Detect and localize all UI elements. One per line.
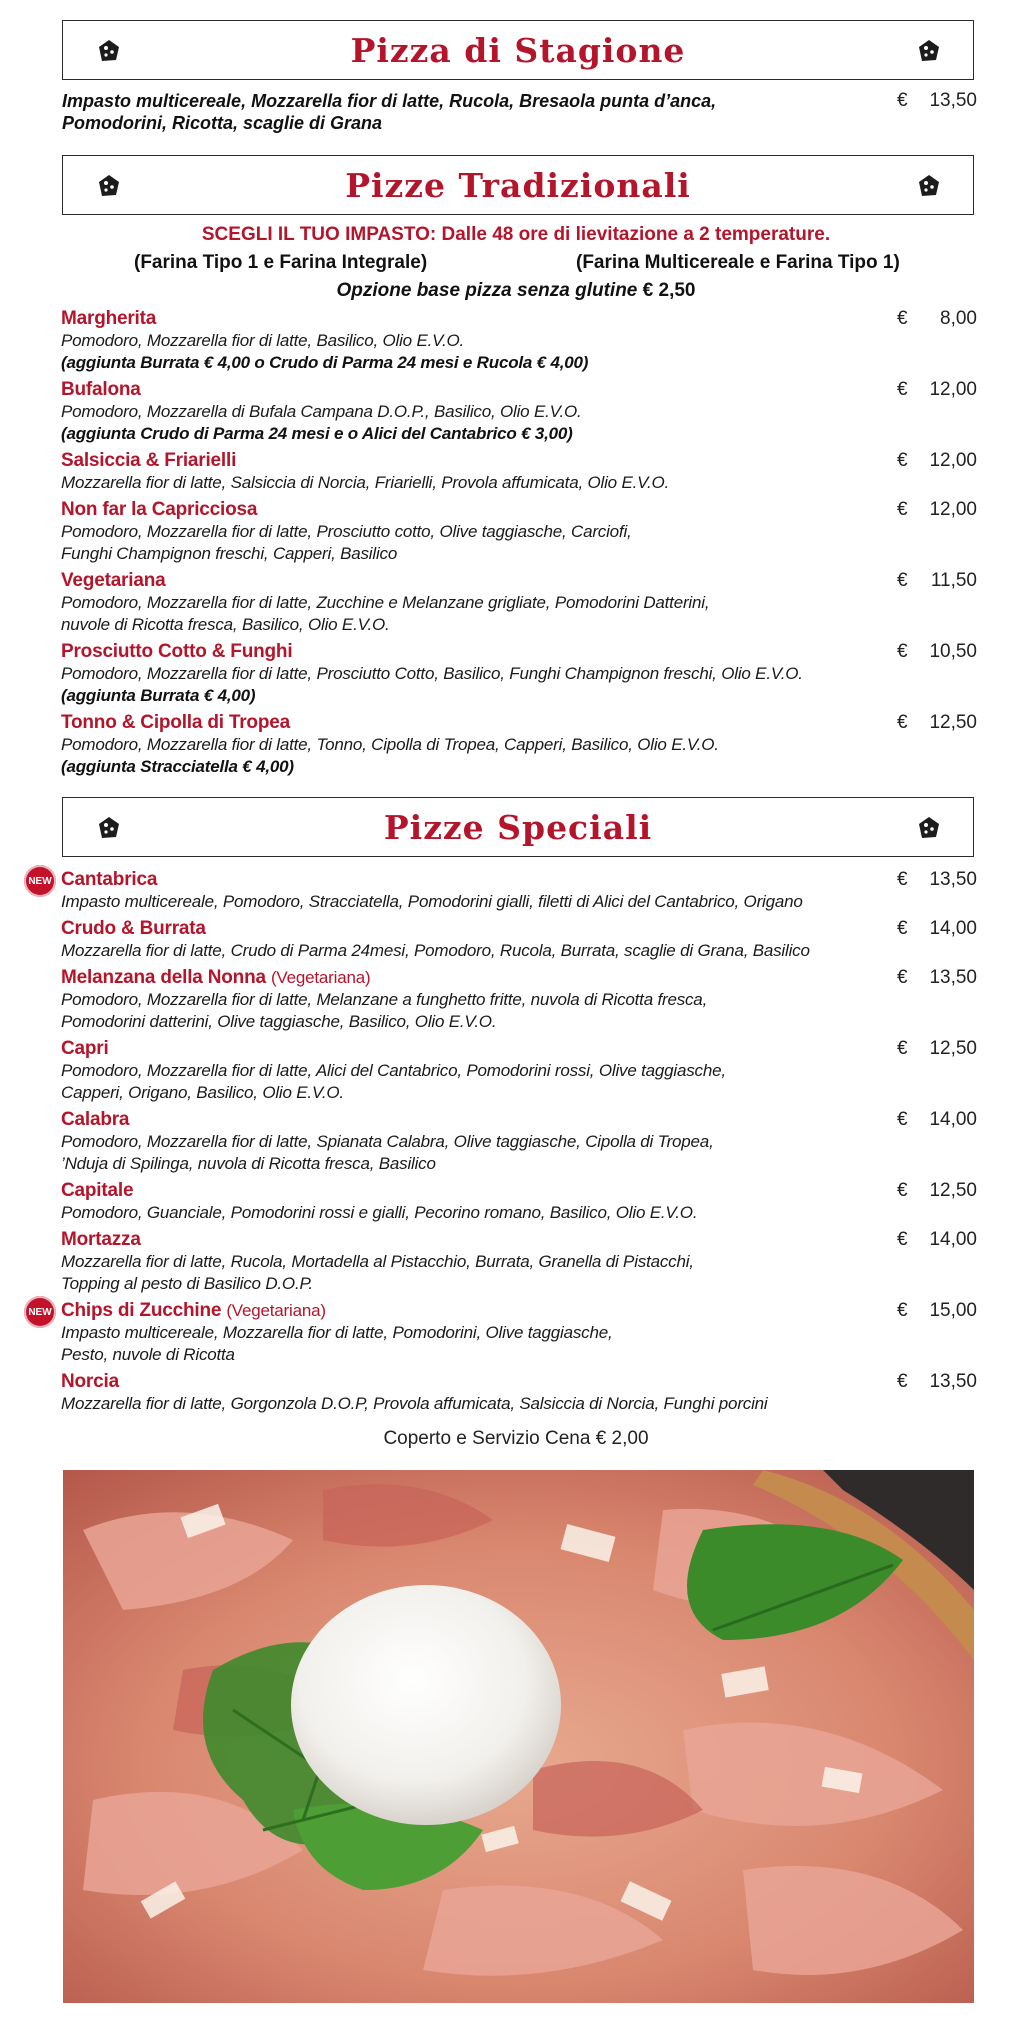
price-value: 13,50 — [929, 90, 977, 111]
item-tag: (Vegetariana) — [226, 1301, 326, 1320]
item-price — [897, 1229, 977, 1251]
pizza-icon — [95, 815, 121, 841]
price-value: 12,50 — [929, 1180, 977, 1201]
item-price — [897, 1300, 977, 1322]
price-value: 8,00 — [940, 308, 977, 329]
coperto-note: Coperto e Servizio Cena € 2,00 — [383, 1428, 649, 1449]
menu-item — [61, 641, 901, 707]
farina-option-right: (Farina Multicereale e Farina Tipo 1) — [576, 252, 900, 273]
item-price — [897, 499, 977, 521]
item-name-text: Crudo & Burrata — [61, 918, 206, 939]
item-description: nuvole di Ricotta fresca, Basilico, Olio E.V.O. — [61, 615, 390, 634]
item-description: Impasto multicereale, Pomodoro, Stracciatella, Pomodorini gialli, filetti di Alici del Cantabrico, Origano — [61, 892, 803, 911]
menu-item — [61, 1180, 901, 1224]
item-name-text: Vegetariana — [61, 570, 166, 591]
item-name — [61, 499, 901, 521]
item-name-text: Norcia — [61, 1371, 119, 1392]
price-value: 13,50 — [929, 967, 977, 988]
price-value: 12,50 — [929, 712, 977, 733]
section-header-tradizionali — [62, 155, 974, 215]
item-name-text: Melanzana della Nonna — [61, 967, 266, 988]
item-description: Capperi, Origano, Basilico, Olio E.V.O. — [61, 1083, 344, 1102]
new-badge: NEW — [24, 865, 56, 897]
item-price — [897, 918, 977, 940]
section-title: Pizze Tradizionali — [345, 165, 691, 205]
stagione-description — [62, 90, 922, 134]
item-price — [897, 712, 977, 734]
item-description: Pomodoro, Mozzarella fior di latte, Zucchine e Melanzane grigliate, Pomodorini Datterini, — [61, 593, 710, 612]
glutine-price: € 2,50 — [642, 280, 696, 301]
pizza-icon — [915, 815, 941, 841]
price-value: 12,00 — [929, 450, 977, 471]
currency: € — [897, 1180, 908, 1201]
item-price — [897, 1371, 977, 1393]
currency: € — [897, 1371, 908, 1392]
item-description: Pomodoro, Mozzarella fior di latte, Basilico, Olio E.V.O. — [61, 331, 465, 350]
currency: € — [897, 379, 908, 400]
item-name-text: Margherita — [61, 308, 157, 329]
item-price — [897, 450, 977, 472]
currency: € — [897, 967, 908, 988]
item-name-text: Capitale — [61, 1180, 134, 1201]
item-description: Mozzarella fior di latte, Rucola, Mortadella al Pistacchio, Burrata, Granella di Pistacchi, — [61, 1252, 694, 1271]
item-addon: (aggiunta Crudo di Parma 24 mesi e o Alici del Cantabrico € 3,00) — [61, 424, 573, 443]
item-description: Mozzarella fior di latte, Gorgonzola D.O.P, Provola affumicata, Salsiccia di Norcia, Funghi porcini — [61, 1394, 768, 1413]
item-description: Pomodoro, Mozzarella fior di latte, Prosciutto cotto, Olive taggiasche, Carciofi, — [61, 522, 632, 541]
item-name-text: Tonno & Cipolla di Tropea — [61, 712, 290, 733]
menu-item — [61, 1038, 901, 1104]
currency: € — [897, 1229, 908, 1250]
price-value: 11,50 — [930, 570, 977, 591]
item-name — [61, 869, 901, 891]
price-value: 12,00 — [929, 499, 977, 520]
item-price — [897, 1180, 977, 1202]
item-price — [897, 570, 977, 592]
item-price — [897, 967, 977, 989]
item-description: Pomodoro, Mozzarella fior di latte, Prosciutto Cotto, Basilico, Funghi Champignon freschi, Olio E.V.O. — [61, 664, 803, 683]
item-description: Pomodorini datterini, Olive taggiasche, Basilico, Olio E.V.O. — [61, 1012, 497, 1031]
item-name — [61, 918, 901, 940]
item-name — [61, 967, 901, 989]
item-description: ’Nduja di Spilinga, nuvola di Ricotta fresca, Basilico — [61, 1154, 436, 1173]
item-description: Mozzarella fior di latte, Crudo di Parma 24mesi, Pomodoro, Rucola, Burrata, scaglie di Grana, Basilico — [61, 941, 810, 960]
item-name-text: Mortazza — [61, 1229, 141, 1250]
item-name-text: Cantabrica — [61, 869, 158, 890]
pizza-icon — [95, 38, 121, 64]
menu-item — [61, 1300, 901, 1366]
item-name-text: Prosciutto Cotto & Funghi — [61, 641, 293, 662]
item-name — [61, 379, 901, 401]
item-description: Funghi Champignon freschi, Capperi, Basilico — [61, 544, 398, 563]
item-name — [61, 1180, 901, 1202]
item-name-text: Salsiccia & Friarielli — [61, 450, 237, 471]
menu-item — [61, 308, 901, 374]
item-price — [897, 1109, 977, 1131]
pizza-photo — [63, 1470, 974, 2003]
item-name — [61, 1371, 901, 1393]
stagione-line: Impasto multicereale, Mozzarella fior di latte, Rucola, Bresaola punta d’anca, — [62, 91, 717, 111]
stagione-price — [897, 90, 977, 112]
currency: € — [897, 712, 908, 733]
menu-item — [61, 570, 901, 636]
menu-item — [61, 1109, 901, 1175]
item-description: Mozzarella fior di latte, Salsiccia di Norcia, Friarielli, Provola affumicata, Olio E.V.O. — [61, 473, 670, 492]
item-tag: (Vegetariana) — [270, 968, 371, 987]
menu-item — [61, 499, 901, 565]
menu-item — [61, 712, 901, 778]
price-value: 12,50 — [929, 1038, 977, 1059]
item-name-text: Bufalona — [61, 379, 141, 400]
menu-item — [61, 450, 901, 494]
glutine-option — [0, 280, 1032, 302]
item-description: Pesto, nuvole di Ricotta — [61, 1345, 235, 1364]
section-title: Pizze Speciali — [383, 807, 653, 847]
item-addon: (aggiunta Burrata € 4,00) — [61, 686, 256, 705]
currency: € — [897, 918, 908, 939]
menu-item — [61, 1229, 901, 1295]
price-value: 14,00 — [929, 918, 977, 939]
item-description: Pomodoro, Guanciale, Pomodorini rossi e gialli, Pecorino romano, Basilico, Olio E.V.O. — [61, 1203, 698, 1222]
menu-item — [61, 379, 901, 445]
glutine-label: Opzione base pizza senza glutine — [336, 280, 638, 301]
item-price — [897, 641, 977, 663]
section-header-stagione — [62, 20, 974, 80]
item-description: Topping al pesto di Basilico D.O.P. — [61, 1274, 313, 1293]
item-name-text: Non far la Capricciosa — [61, 499, 258, 520]
currency: € — [897, 1300, 908, 1321]
item-name — [61, 308, 901, 330]
item-name — [61, 1109, 901, 1131]
item-name-text: Calabra — [61, 1109, 130, 1130]
currency: € — [897, 641, 908, 662]
item-description: Pomodoro, Mozzarella fior di latte, Spianata Calabra, Olive taggiasche, Cipolla di Tropea, — [61, 1132, 714, 1151]
currency: € — [897, 499, 908, 520]
item-name — [61, 450, 901, 472]
item-description: Pomodoro, Mozzarella fior di latte, Melanzane a funghetto fritte, nuvola di Ricotta fresca, — [61, 990, 708, 1009]
price-value: 13,50 — [929, 869, 977, 890]
currency: € — [897, 869, 908, 890]
farina-option-left: (Farina Tipo 1 e Farina Integrale) — [134, 252, 428, 273]
new-badge: NEW — [24, 1296, 56, 1328]
currency: € — [897, 1109, 908, 1130]
currency: € — [897, 1038, 908, 1059]
item-name-text: Chips di Zucchine — [61, 1300, 222, 1321]
price-value: 10,50 — [929, 641, 977, 662]
price-value: 14,00 — [929, 1229, 977, 1250]
item-name-text: Capri — [61, 1038, 109, 1059]
item-name — [61, 712, 901, 734]
currency: € — [897, 570, 908, 591]
item-name — [61, 570, 901, 592]
price-value: 13,50 — [929, 1371, 977, 1392]
menu-item — [61, 918, 901, 962]
item-description: Pomodoro, Mozzarella fior di latte, Alici del Cantabrico, Pomodorini rossi, Olive taggiasche, — [61, 1061, 726, 1080]
pizza-icon — [915, 38, 941, 64]
impasto-notice: SCEGLI IL TUO IMPASTO: Dalle 48 ore di lievitazione a 2 temperature. — [201, 224, 831, 245]
menu-item — [61, 869, 901, 913]
item-name — [61, 1229, 901, 1251]
section-title: Pizza di Stagione — [350, 30, 686, 70]
currency: € — [897, 450, 908, 471]
item-description: Pomodoro, Mozzarella di Bufala Campana D.O.P., Basilico, Olio E.V.O. — [61, 402, 582, 421]
item-addon: (aggiunta Burrata € 4,00 o Crudo di Parma 24 mesi e Rucola € 4,00) — [61, 353, 589, 372]
item-description: Impasto multicereale, Mozzarella fior di latte, Pomodorini, Olive taggiasche, — [61, 1323, 613, 1342]
price-value: 14,00 — [929, 1109, 977, 1130]
section-header-speciali — [62, 797, 974, 857]
currency: € — [897, 90, 908, 111]
item-name — [61, 1038, 901, 1060]
menu-item — [61, 1371, 901, 1415]
item-description: Pomodoro, Mozzarella fior di latte, Tonno, Cipolla di Tropea, Capperi, Basilico, Olio E.V.O. — [61, 735, 719, 754]
menu-item — [61, 967, 901, 1033]
item-name — [61, 641, 901, 663]
item-name — [61, 1300, 901, 1322]
pizza-icon — [95, 173, 121, 199]
pizza-icon — [915, 173, 941, 199]
price-value: 12,00 — [929, 379, 977, 400]
item-addon: (aggiunta Stracciatella € 4,00) — [61, 757, 294, 776]
price-value: 15,00 — [929, 1300, 977, 1321]
stagione-line: Pomodorini, Ricotta, scaglie di Grana — [62, 113, 383, 133]
item-price — [897, 1038, 977, 1060]
item-price — [897, 869, 977, 891]
item-price — [897, 308, 977, 330]
item-price — [897, 379, 977, 401]
currency: € — [897, 308, 908, 329]
